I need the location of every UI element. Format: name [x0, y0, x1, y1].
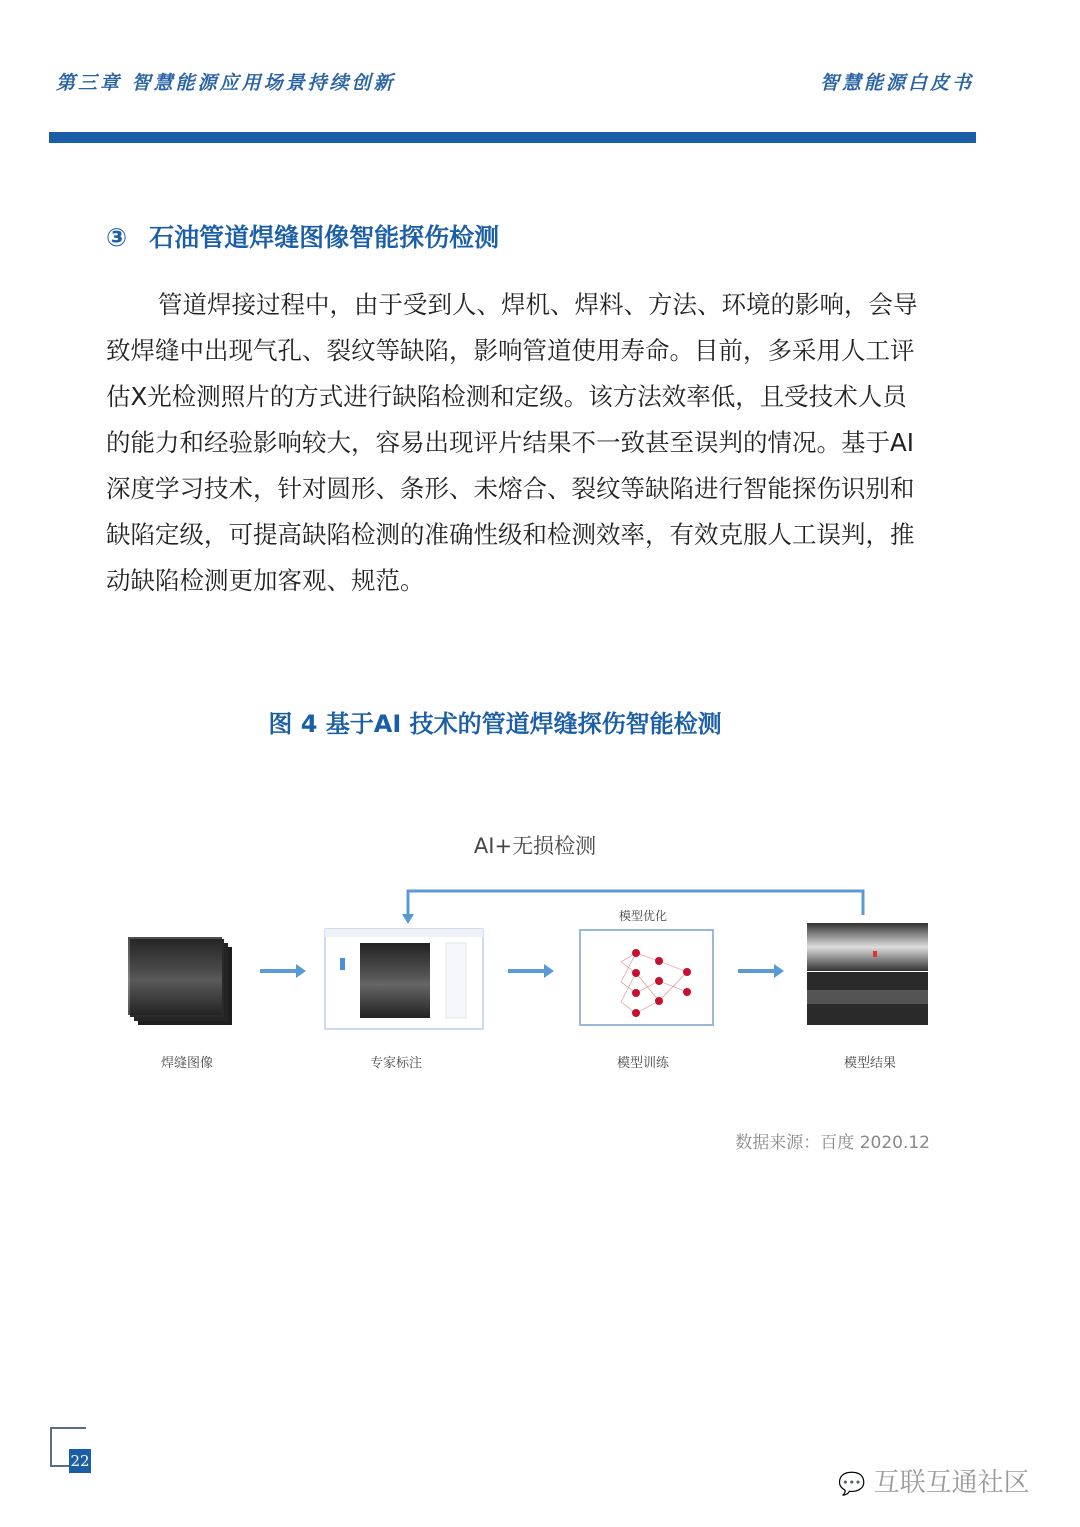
arrow-right-icon [260, 964, 306, 978]
paragraph-line: 动缺陷检测更加客观、规范。 [106, 566, 425, 595]
step-label: 焊缝图像 [160, 1056, 213, 1071]
section-title: 石油管道焊缝图像智能探伤检测 [149, 223, 500, 252]
paragraph-line: 的能力和经验影响较大，容易出现评片结果不一致甚至误判的情况。基于AI [106, 428, 914, 457]
section-number: ③ [106, 223, 128, 252]
model-result-image [807, 923, 928, 1025]
expert-annotation-screenshot [325, 929, 483, 1029]
page-number: 22 [69, 1449, 91, 1473]
paragraph-line: 致焊缝中出现气孔、裂纹等缺陷，影响管道使用寿命。目前，多采用人工评 [106, 336, 915, 365]
chapter-header: 第三章 智慧能源应用场景持续创新 [56, 72, 396, 94]
watermark [838, 1462, 1030, 1499]
weld-image-stack-icon [128, 937, 232, 1025]
step-label: 模型训练 [616, 1056, 669, 1071]
diagram-title: AI+无损检测 [473, 834, 597, 858]
paragraph-line: 深度学习技术，针对圆形、条形、未熔合、裂纹等缺陷进行智能探伤识别和 [106, 474, 915, 503]
data-source: 数据来源：百度 2020.12 [735, 1133, 930, 1153]
step-label: 专家标注 [369, 1056, 422, 1071]
paragraph-line: 估X光检测照片的方式进行缺陷检测和定级。该方法效率低，且受技术人员 [106, 382, 907, 411]
watermark-text: 互联互通社区 [873, 1468, 1030, 1498]
paragraph-line: 管道焊接过程中，由于受到人、焊机、焊料、方法、环境的影响，会导 [158, 290, 918, 319]
wechat-icon: 💬 [838, 1472, 866, 1497]
book-title-header: 智慧能源白皮书 [819, 72, 974, 94]
figure-caption: 图 4 基于AI 技术的管道焊缝探伤智能检测 [268, 710, 722, 738]
paragraph-line: 缺陷定级，可提高缺陷检测的准确性级和检测效率，有效克服人工误判，推 [106, 520, 915, 549]
step-label: 模型结果 [843, 1056, 896, 1071]
feedback-label: 模型优化 [618, 909, 668, 923]
arrow-right-icon [738, 964, 784, 978]
neural-network-diagram [580, 930, 713, 1025]
arrow-right-icon [508, 964, 554, 978]
